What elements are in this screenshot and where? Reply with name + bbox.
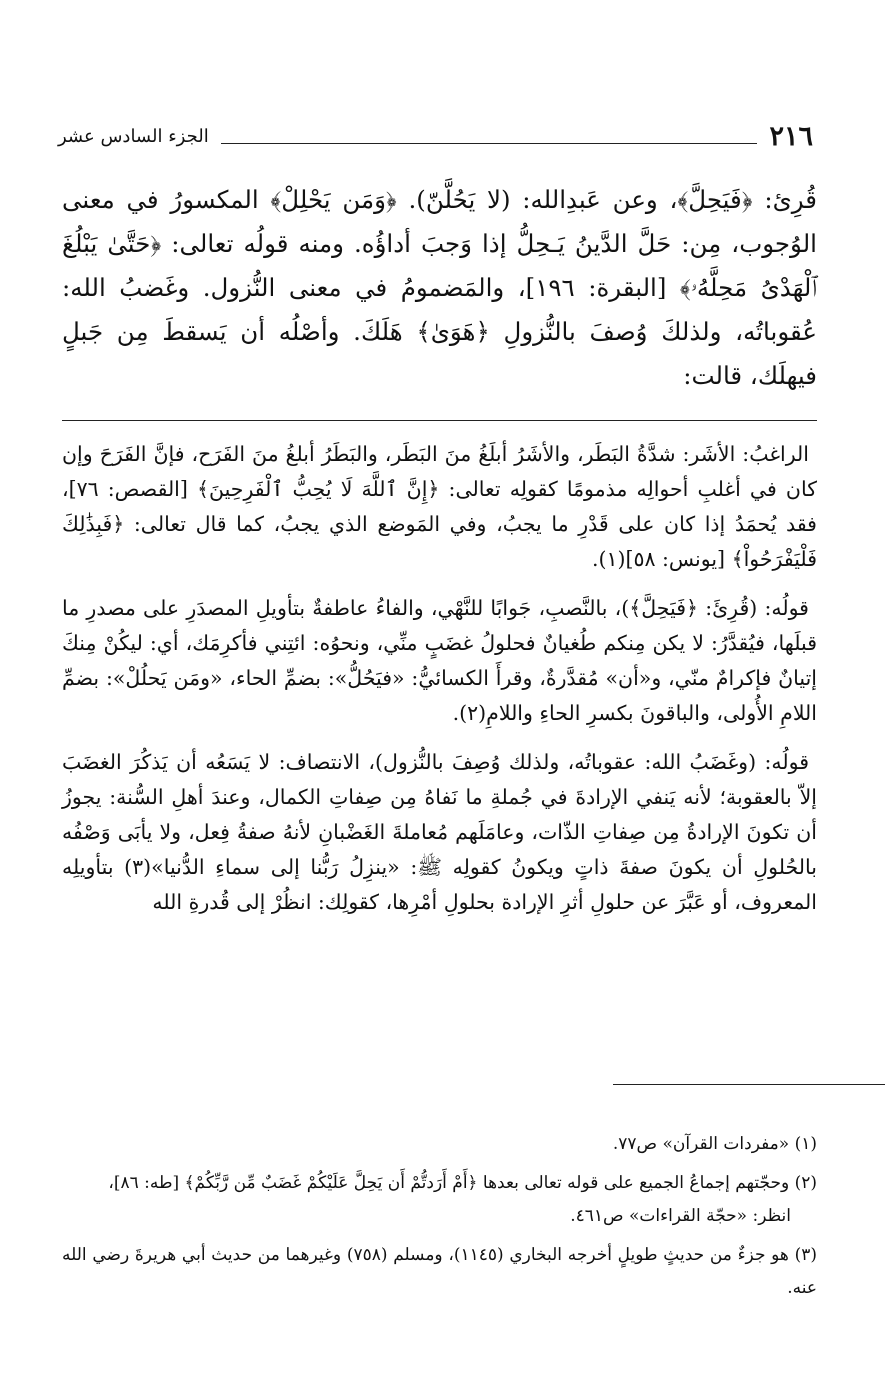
footnote-divider (613, 1084, 885, 1085)
section-divider (62, 420, 817, 421)
footnotes (62, 1128, 817, 1311)
footnote-2-continuation: انظر: «حجّة القراءات» ص٤٦١. (570, 1206, 791, 1226)
footnote-1: (١) «مفردات القرآن» ص٧٧. (612, 1134, 817, 1154)
page-header (58, 112, 813, 160)
commentary-paragraph-1: الراغبُ: الأشَر: شدَّةُ البَطَر، والأشَرُ أبلَغُ منَ البَطَر، والبَطَرُ أبلغُ منَ الفَرَح، فإنَّ الفَرَحَ وإن كان في أغلبِ أحوالِه مذمومًا كقولِه تعالى: ﴿إِنَّ ٱللَّهَ لَا يُحِبُّ ٱلْفَرِحِينَ﴾ [القصص: ٧٦]، فقد يُحمَدُ إذا كان على قَدْرِ ما يجبُ، وفي المَوضع الذي يجبُ، كما قال تعالى: ﴿فَبِذَٰلِكَ فَلْيَفْرَحُواْ﴾ [يونس: ٥٨](١). (62, 442, 817, 571)
page-content (62, 178, 817, 934)
footnote-2-text: (٢) وحجّتهم إجماعُ الجميع على قوله تعالى بعدها ﴿أَمْ أَرَدتُّمْ أَن يَحِلَّ عَلَيْكُمْ غَضَبٌ مِّن رَّبِّكُمْ﴾ [طه: ٨٦]، (108, 1173, 817, 1193)
commentary-paragraph-2: قولُه: (قُرِئَ: ﴿فَيَحِلَّ﴾)، بالنَّصبِ، جَوابًا للنَّهْي، والفاءُ عاطفةٌ بتأويلِ المصدَرِ على مصدرِ ما قبلَها، فيُقدَّرُ: لا يكن مِنكم طُغيانٌ فحلولُ غضَبٍ منِّي، ونحوُه: ائتِني فأكرِمَك، أي: ليكُنْ مِنكَ إتيانٌ فإكرامٌ منّي، و«أن» مُقدَّرةٌ، وقرأَ الكسائيُّ: «فيَحُلُّ»: بضمِّ الحاء، «ومَن يَحلُلْ»: بضمِّ اللامِ الأُولى، والباقونَ بكسرِ الحاءِ واللامِ(٢). (62, 596, 817, 725)
running-title: الجزء السادس عشر (58, 125, 209, 147)
commentary-paragraph-3: قولُه: (وغَضَبُ الله: عقوباتُه، ولذلك وُصِفَ بالنُّزول)، الانتصاف: لا يَسَعُه أن يَذكُرَ الغضَبَ إلاّ بالعقوبة؛ لأنه يَنفي الإرادةَ في جُملةِ ما نَفاهُ مِن صِفاتِ الكمال، وعندَ أهلِ السُّنة: يجوزُ أن تكونَ الإرادةُ مِن صِفاتِ الذّات، وعامَلَهم مُعاملةَ الغَضْبانِ لأنهُ صفةُ فِعل، ولا يأبَى وَصْفُه بالحُلولِ أن يكونَ صفةَ ذاتٍ ويكونُ كقولِه ﷺ: «ينزِلُ رَبُّنا إلى سماءِ الدُّنيا»(٣) بتأويلِه المعروف، أو عَبَّرَ عن حلولِ أثرِ الإرادة بحلولِ أمْرِها، كقولِك: انظُرْ إلى قُدرةِ الله (62, 750, 817, 914)
footnote-2 (62, 1167, 817, 1233)
header-rule (221, 143, 758, 144)
main-text-paragraph: قُرِئ: ﴿فَيَحِلَّ﴾، وعن عَبدِالله: (لا يَحُلَّنّ). ﴿وَمَن يَحْلِلْ﴾ المكسورُ في معنى الوُجوب، مِن: حَلَّ الدَّينُ يَـحِلُّ إذا وَجبَ أداؤُه. ومنه قولُه تعالى: ﴿حَتَّىٰ يَبْلُغَ ٱلْهَدْىُ مَحِلَّهُۥ﴾ [البقرة: ١٩٦]، والمَضمومُ في معنى النُّزول. وغَضبُ الله: عُقوباتُه، ولذلكَ وُصفَ بالنُّزولِ ﴿هَوَىٰ﴾ هَلَكَ. وأصْلُه أن يَسقطَ مِن جَبلٍ فيهلَك، قالت: (62, 185, 817, 390)
page-number: ٢١٦ (769, 120, 813, 152)
footnote-3: (٣) هو جزءٌ من حديثٍ طويلٍ أخرجه البخاري (١١٤٥)، ومسلم (٧٥٨) وغيرهما من حديث أبي هريرةَ رضي الله عنه. (62, 1245, 818, 1298)
